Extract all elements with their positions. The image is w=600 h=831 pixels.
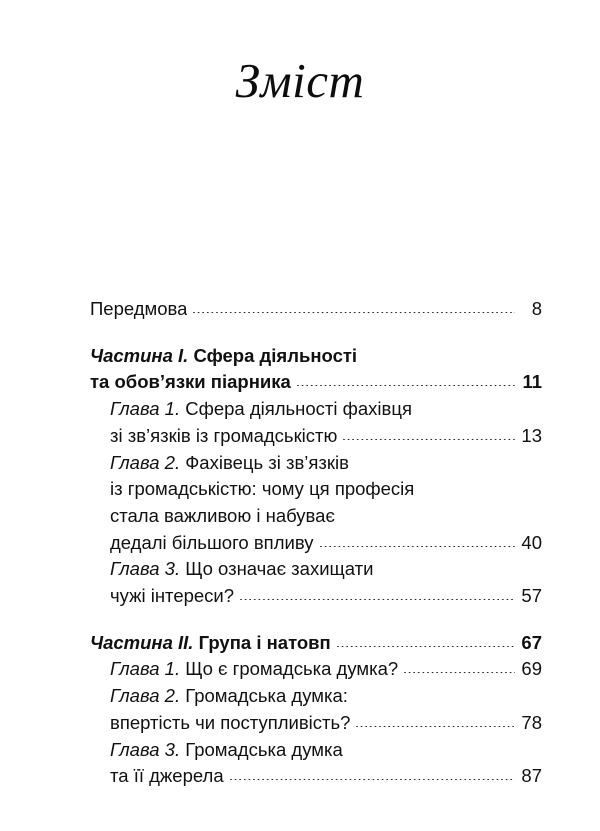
toc-entry-designator: Глава 1. xyxy=(110,658,181,680)
toc-entry-text xyxy=(110,737,343,764)
dot-leader xyxy=(343,439,515,440)
toc-entry-text xyxy=(110,656,398,683)
dot-leader xyxy=(320,546,516,547)
toc-entry-line xyxy=(90,503,542,530)
toc-entry-line xyxy=(90,737,542,764)
toc-entry-text xyxy=(110,450,349,477)
toc-entry-title-part: Громадська думка: xyxy=(185,685,348,707)
toc-entry-line xyxy=(90,450,542,477)
toc-entry-text xyxy=(90,630,331,657)
page-title: Зміст xyxy=(235,53,365,108)
toc-page-number: 78 xyxy=(521,711,542,733)
toc-entry-designator: Частина II. xyxy=(90,631,194,653)
toc-entry-title-part: Громадська думка xyxy=(185,738,343,760)
toc-entry-title-part: Сфера діяльності фахівця xyxy=(185,398,412,420)
toc-entry-title-part: та обов’язки піарника xyxy=(90,371,291,393)
toc-entry-line xyxy=(90,583,542,610)
toc-entry-line xyxy=(90,556,542,583)
toc-entry[interactable] xyxy=(90,737,542,790)
toc-entry[interactable] xyxy=(90,343,542,396)
toc-page-number: 69 xyxy=(521,658,542,680)
toc-entry-line xyxy=(90,396,542,423)
toc-entry[interactable] xyxy=(90,296,542,323)
toc-entry-line xyxy=(90,530,542,557)
toc-page-number: 8 xyxy=(531,298,542,319)
toc-entry-line xyxy=(90,683,542,710)
dot-leader xyxy=(230,779,515,780)
dot-leader xyxy=(193,312,515,313)
toc-entry-text xyxy=(110,423,337,450)
dot-leader xyxy=(337,646,515,647)
toc-page-number: 40 xyxy=(521,531,542,553)
toc-page-number: 67 xyxy=(521,631,542,653)
toc-entry-text xyxy=(110,710,350,737)
toc-entry-designator: Глава 2. xyxy=(110,685,181,707)
toc-entry-designator: Глава 1. xyxy=(110,398,181,420)
toc-entry-text xyxy=(90,296,187,323)
toc-entry-line xyxy=(90,656,542,683)
toc-entry-text xyxy=(110,476,414,503)
toc-entry-designator: Глава 3. xyxy=(110,738,181,760)
toc-entry-line xyxy=(90,710,542,737)
toc-entry-designator: Глава 2. xyxy=(110,451,181,473)
toc-entry-title-part: стала важливою і набуває xyxy=(110,504,335,526)
toc-entry-text xyxy=(90,343,357,370)
toc-entry-text xyxy=(110,396,412,423)
toc-entry[interactable] xyxy=(90,556,542,609)
toc-entry[interactable] xyxy=(90,683,542,736)
toc-entry-text xyxy=(110,530,314,557)
toc-entry-title-part: Що означає захищати xyxy=(185,558,374,580)
toc-entry-title-part: Що є громадська думка? xyxy=(185,658,399,680)
toc-entry-text xyxy=(110,583,234,610)
toc-entry-title-part: зі зв’язків із громадськістю xyxy=(110,424,338,446)
toc-entry[interactable] xyxy=(90,630,542,657)
toc-entry-text xyxy=(110,763,224,790)
dot-leader xyxy=(356,726,515,727)
toc-entry-line xyxy=(90,630,542,657)
toc-entry-title-part: Сфера діяльності xyxy=(193,344,358,366)
toc-entry-designator: Глава 3. xyxy=(110,558,181,580)
toc-page-number: 13 xyxy=(521,424,542,446)
toc-entry-line xyxy=(90,423,542,450)
toc-entry[interactable] xyxy=(90,450,542,557)
toc-entry-text xyxy=(110,556,373,583)
toc-entry-line xyxy=(90,343,542,370)
dot-leader xyxy=(404,672,515,673)
toc-entry-line xyxy=(90,369,542,396)
dot-leader xyxy=(297,385,515,386)
toc-entry-title-part: Фахівець зі зв’язків xyxy=(185,451,349,473)
toc-entry-title-part: впертість чи поступливість? xyxy=(110,711,351,733)
table-of-contents xyxy=(90,296,542,790)
dot-leader xyxy=(240,599,515,600)
toc-entry-title-part: та її джерела xyxy=(110,765,224,787)
toc-page-number: 87 xyxy=(521,765,542,787)
toc-entry-line xyxy=(90,763,542,790)
toc-entry-title-part: Група і натовп xyxy=(198,631,331,653)
toc-page-number: 11 xyxy=(522,371,542,393)
toc-entry-text xyxy=(110,503,335,530)
toc-entry-text xyxy=(90,369,291,396)
toc-entry[interactable] xyxy=(90,656,542,683)
toc-entry-line xyxy=(90,476,542,503)
toc-entry-text xyxy=(110,683,348,710)
toc-entry-designator: Частина I. xyxy=(90,344,189,366)
toc-entry-title-part: із громадськістю: чому ця професія xyxy=(110,478,415,500)
toc-entry-title-part: Передмова xyxy=(90,298,188,319)
toc-page-number: 57 xyxy=(521,585,542,607)
toc-entry-title-part: дедалі більшого впливу xyxy=(110,531,314,553)
toc-entry-title-part: чужі інтереси? xyxy=(110,585,235,607)
toc-entry-line xyxy=(90,296,542,323)
toc-entry[interactable] xyxy=(90,396,542,449)
